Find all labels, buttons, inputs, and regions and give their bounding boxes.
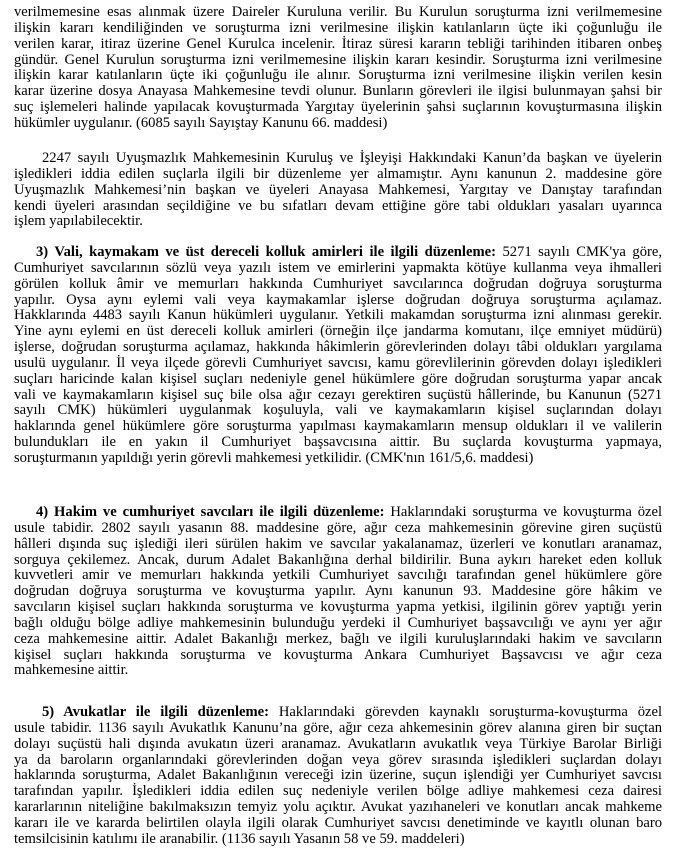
text-line: soruşturmanın yapıldığı yerin görevli mahkemesi yetkilidir. (CMK'nın 161/5,6. maddesi) [14, 449, 534, 466]
text-line [14, 245, 662, 261]
text-line: gündür. Genel Kurulun soruşturma izni verilmemesine ilişkin kararı kesindir. Soruşturma izni verilmesine [14, 51, 662, 68]
text-line: ceza mahkemesine aittir. Adalet Bakanlığı merkez, bağlı ve ilgili kuruluşlarındaki hakim ve savcıların [14, 630, 662, 647]
text-line: sorguya çekilemez. Ancak, durum Adalet Bakanlığına derhal bildirilir. Buna aykırı hareket eden kolluk [14, 551, 662, 568]
text-line: usulü uygulanır. İl veya ilçede görevli Cumhuriyet savcısı, kamu görevlilerinin görevden dolayı işledikleri [14, 354, 662, 371]
text-line: Uyuşmazlık Mahkemesi’nin başkan ve üyeleri Anayasa Mahkemesi, Yargıtay ve Danıştay tarafından [14, 181, 662, 198]
text-line: yapılır. Oysa aynı eylemi vali veya kaymakamlar işlerse doğrudan doğruya soruşturma açılamaz. [14, 291, 662, 308]
text-line: bulundukları ile en yakın il Cumhuriyet başsavcısına aittir. Bu suçlarda kovuşturma yapmaya, [14, 434, 662, 451]
section-heading: 3) Vali, kaymakam ve üst dereceli kolluk amirleri ile ilgili düzenleme: [36, 244, 496, 260]
text-line: sayılı CMK) hükümleri uygulanmak koşuluyla, vali ve kaymakamların kişisel suçlarından dolayı [14, 402, 662, 419]
heading-continuation: Haklarındaki görevden kaynaklı soruşturma-kovuşturma özel [269, 704, 663, 720]
text-line: hükümler uygulanır. (6085 sayılı Sayıştay Kanunu 66. maddesi) [14, 114, 388, 131]
heading-continuation: Haklarındaki soruşturma ve kovuşturma özel [384, 504, 662, 520]
text-line: işledikleri iddia edilen suçlarla ilgili bir düzenleme yer almamıştır. Aynı kanunun 2. maddesine göre [14, 165, 662, 182]
text-line: 2247 sayılı Uyuşmazlık Mahkemesinin Kuruluş ve İşleyişi Hakkındaki Kanun’da başkan ve üyelerin [42, 150, 662, 166]
text-line: işlerse, doğrudan soruşturma açılamaz, hakkında hâkimlerin görevlerinden dolayı tâbi oldukları yargılama [14, 339, 662, 356]
text-line: vali ve kaymakamların kişisel suç bile olsa ağır cezayı gerektiren suçüstü hâllerinde, bu Kanunun (5271 [14, 386, 662, 403]
text-line: dolayı suçüstü hali dışında avukatın üzeri aranamaz. Avukatların avukatlık veya Türkiye Barolar Birliği [14, 735, 662, 752]
text-line: ya da baroların organlarındaki görevlerinden doğan veya görev sırasında işledikleri suçlardan dolayı [14, 751, 662, 768]
text-line: Cumhuriyet savcılarının sözlü veya yazılı istem ve emirlerini yapmakta kötüye kullanma veya ihmalleri [14, 259, 662, 276]
text-line: kuvvetleri amir ve memurları hakkında yetkili Cumhuriyet savcılığı tarafından genel hükümlere göre [14, 567, 662, 584]
text-line: suçları haricinde kalan kişisel suçları nedeniyle genel hükümlere göre doğrudan soruşturma yapar ancak [14, 370, 662, 387]
text-line: kişisel suçları hakkında soruşturma ve kovuşturma Ankara Cumhuriyet Başsavcısı ve ağır ceza [14, 646, 662, 663]
text-line: karar üzerine dosya Anayasa Mahkemesine tevdi olunur. Bunların görevleri ile ilgisi bulunmayan şahsi bir [14, 83, 662, 100]
section-4-hakim-savci [14, 505, 662, 679]
text-line: görülen kolluk âmir ve memurları hakkında Cumhuriyet savcılarınca doğrudan doğruya soruşturma [14, 275, 662, 292]
text-line: Hakklarında 4483 sayılı Kanun hükümleri uygulanır. Yetkili makamdan soruşturma izni alınması gerekir. [14, 307, 662, 324]
section-heading: 4) Hakim ve cumhuriyet savcıları ile ilgili düzenleme: [36, 504, 385, 520]
section-5-avukatlar [14, 705, 662, 848]
text-line: haklarında genel hükümlere göre soruşturma yapılması kaymakamların mensup oldukları il ve valilerin [14, 418, 662, 435]
text-line [14, 505, 662, 521]
text-line: suç işlemeleri halinde yapılacak kovuşturmada Yargıtay üyelerinin şahsi suçlarının kovuşturmasına ilişkin [14, 99, 662, 116]
text-line: kararlarının niteliğine bakılmaksızın temyiz yolu açıktır. Avukat yazıhaneleri ve konutları ancak mahkeme [14, 799, 662, 816]
text-line: tarafından yapılır. İşledikleri iddia edilen suç nedeniyle verilen bölge adliye mahkemesi ceza dairesi [14, 783, 662, 800]
text-line: mahkemesine aittir. [14, 662, 129, 679]
text-line: kararı ile ve kararda belirtilen olayla ilgili olarak Cumhuriyet savcısı denetiminde ve kayıtlı olunan baro [14, 814, 662, 831]
text-line: usule tabidir. 2802 sayılı yasanın 88. maddesine göre, ağır ceza mahkemesinin görevine giren suçüstü [14, 519, 662, 536]
text-line: kendi üyeleri arasından seçildiğine ve bu sıfatları devam ettiğine göre tabi oldukları yasaları uyarınca [14, 197, 662, 214]
text-line: temsilcisinin katılımı ile aranabilir. (1136 sayılı Yasanın 58 ve 59. maddeleri) [14, 830, 465, 847]
paragraph-sayistay-continuation [14, 5, 662, 132]
text-line: ilişkin karar katılanların üçte iki çoğunluğu ile alınır. Soruşturma izni verilmesine ilişkin verilen kesin [14, 67, 662, 84]
text-line: hâlleri dışında suç işlediği ileri sürülen hakim ve savcılar yakalanamaz, üzerleri ve konutları aranamaz, [14, 535, 662, 552]
section-heading: 5) Avukatlar ile ilgili düzenleme: [42, 704, 270, 720]
text-line: verilmemesine esas alınmak üzere Daireler Kuruluna verilir. Bu Kurulun soruşturma izni verilmemesine [14, 4, 662, 20]
text-line: doğrudan doğruya soruşturma ve kovuşturma yapılır. Aynı kanunun 93. Maddesine göre hâkim ve [14, 583, 662, 600]
text-line: haklarında soruşturma, Adalet Bakanlığının vereceği izin üzerine, suçun işlendiği yer Cumhuriyet savcısı [14, 767, 662, 784]
text-line: ilişkin kararı kendiliğinden ve soruşturma izni verilmesine ilişkin katılanların üçte iki çoğunluğu ile [14, 19, 662, 36]
text-line: verilen karar, itiraz üzerine Genel Kurulca incelenir. İtiraz süresi kararın tebliği tarihinden itibaren onbeş [14, 35, 662, 52]
text-line: işlem yapılabilecektir. [14, 213, 143, 230]
text-line: usule tabidir. 1136 sayılı Avukatlık Kanunu’na göre, ağır ceza ahkemesinin görev alanına giren bir suçtan [14, 719, 662, 736]
text-line [14, 705, 662, 721]
text-line: bağlı olduğu bölge adliye mahkemesinin bulunduğu yerdeki il Cumhuriyet başsavcılığı ve aynı yer ağır [14, 614, 662, 631]
text-line: savcıların kişisel suçları hakkında soruşturma ve kovuşturma yapma yetkisi, ilgilinin görev yaptığı yerin [14, 599, 662, 616]
paragraph-uyusmazlik-mahkemesi [14, 151, 662, 230]
heading-continuation: 5271 sayılı CMK'ya göre, [495, 244, 662, 260]
text-line: Yine aynı eylemi en üst dereceli kolluk amirleri (örneğin ilçe jandarma komutanı, ilçe emniyet müdürü) [14, 323, 662, 340]
section-3-vali-kaymakam [14, 245, 662, 467]
